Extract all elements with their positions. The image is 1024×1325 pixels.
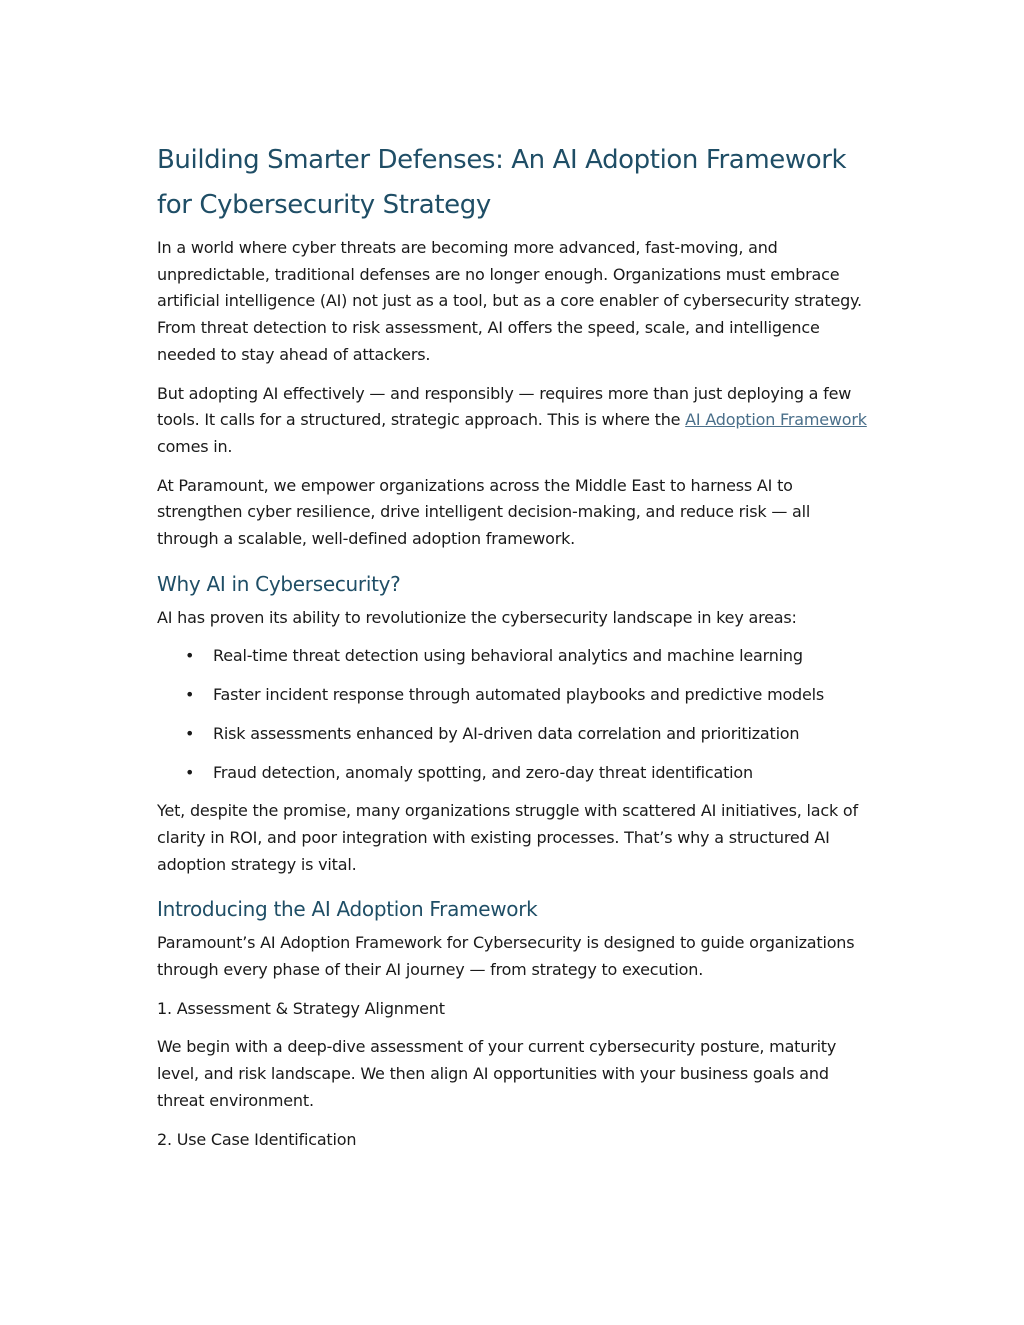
list-item-text: Risk assessments enhanced by AI-driven data correlation and prioritization <box>213 723 800 743</box>
why-ai-closing: Yet, despite the promise, many organizations struggle with scattered AI initiatives, lack of clarity in ROI, and poor integration with existing processes. That’s why a structured AI adoption strategy is vital. <box>157 801 858 874</box>
list-item <box>157 760 869 787</box>
bullet-icon: • <box>185 762 195 782</box>
framework-lead: Paramount’s AI Adoption Framework for Cybersecurity is designed to guide organizations through every phase of their AI journey — from strategy to execution. <box>157 933 855 980</box>
document-page <box>157 138 869 1165</box>
list-item <box>157 682 869 709</box>
list-item <box>157 643 869 670</box>
bullet-icon: • <box>185 723 195 743</box>
section-heading-why-ai: Why AI in Cybersecurity? <box>157 571 401 596</box>
list-item-text: Real-time threat detection using behavioral analytics and machine learning <box>213 646 803 666</box>
section-heading-introducing-framework: Introducing the AI Adoption Framework <box>157 897 538 922</box>
framework-intro-paragraph <box>157 381 869 461</box>
ai-adoption-framework-link[interactable]: AI Adoption Framework <box>685 410 867 430</box>
intro-paragraph: In a world where cyber threats are becoming more advanced, fast-moving, and unpredictable, traditional defenses are no longer enough. Organizations must embrace artificial intelligence (AI) not just as a tool, but as a core enabler of cybersecurity strategy. From threat detection to risk assessment, AI offers the speed, scale, and intelligence needed to stay ahead of attackers. <box>157 238 862 364</box>
step-1-description: We begin with a deep-dive assessment of your current cybersecurity posture, maturity level, and risk landscape. We then align AI opportunities with your business goals and threat environment. <box>157 1037 837 1110</box>
key-areas-list <box>157 643 869 786</box>
list-item-text: Fraud detection, anomaly spotting, and zero-day threat identification <box>213 762 753 782</box>
paragraph-text-after-link: comes in. <box>157 436 233 456</box>
why-ai-lead: AI has proven its ability to revolutionize the cybersecurity landscape in key areas: <box>157 607 797 627</box>
list-item <box>157 721 869 748</box>
document-title: Building Smarter Defenses: An AI Adoption Framework for Cybersecurity Strategy <box>157 145 847 220</box>
paramount-paragraph: At Paramount, we empower organizations across the Middle East to harness AI to strengthen cyber resilience, drive intelligent decision-making, and reduce risk — all through a scalable, well-defined adoption framework. <box>157 475 811 549</box>
step-1-title: 1. Assessment & Strategy Alignment <box>157 998 445 1018</box>
bullet-icon: • <box>185 685 195 705</box>
bullet-icon: • <box>185 646 195 666</box>
list-item-text: Faster incident response through automated playbooks and predictive models <box>213 685 825 705</box>
paragraph-text-before-link: But adopting AI effectively — and responsibly — requires more than just deploying a few tools. It calls for a structured, strategic approach. This is where the <box>157 383 852 430</box>
step-2-title: 2. Use Case Identification <box>157 1129 357 1149</box>
